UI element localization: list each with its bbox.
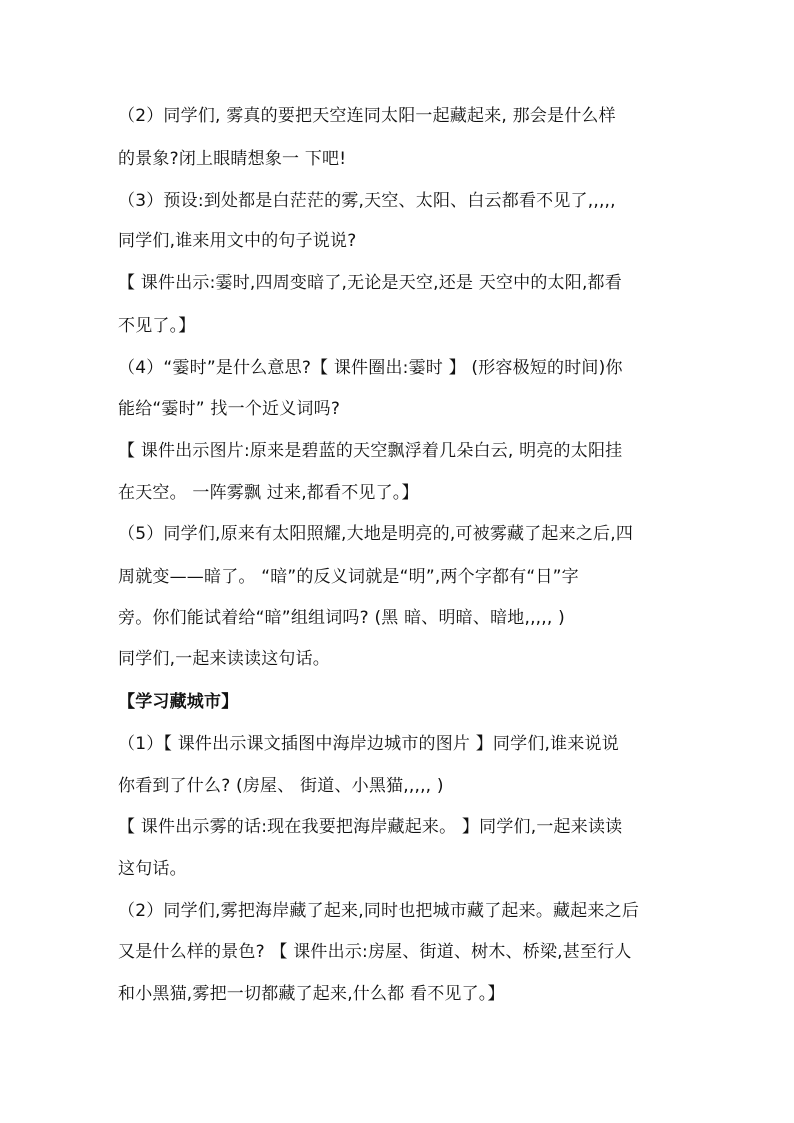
text-line-18: 【 课件出示雾的话:现在我要把海岸藏起来。 】同学们,一起来读读 — [118, 817, 623, 837]
text-line-19: 这句话。 — [118, 859, 187, 879]
text-line-1: （2）同学们, 雾真的要把天空连同太阳一起藏起来, 那会是什么样 — [118, 106, 616, 126]
text-line-14: 同学们,一起来读读这句话。 — [118, 649, 331, 669]
text-line-20: （2）同学们,雾把海岸藏了起来,同时也把城市藏了起来。藏起来之后 — [118, 901, 640, 921]
text-line-6: 不见了。】 — [118, 316, 196, 336]
text-line-9: 【 课件出示图片:原来是碧蓝的天空飘浮着几朵白云, 明亮的太阳挂 — [118, 441, 623, 461]
text-line-16: （1）【 课件出示课文插图中海岸边城市的图片 】同学们,谁来说说 — [118, 734, 619, 754]
text-line-22: 和小黑猫,雾把一切都藏了起来,什么都 看不见了。】 — [118, 984, 505, 1004]
text-line-7: （4）“霎时”是什么意思?【 课件圈出:霎时 】 (形容极短的时间)你 — [118, 358, 623, 378]
text-line-13: 旁。你们能试着给“暗”组组词吗? (黑 暗、明暗、暗地,,,,, ) — [118, 608, 565, 628]
text-line-4: 同学们,谁来用文中的句子说说? — [118, 231, 357, 251]
text-line-21: 又是什么样的景色? 【 课件出示:房屋、街道、树木、桥梁,甚至行人 — [118, 942, 632, 962]
text-line-12: 周就变——暗了。 “暗”的反义词就是“明”,两个字都有“日”字 — [118, 567, 579, 587]
text-line-5: 【 课件出示:霎时,四周变暗了,无论是天空,还是 天空中的太阳,都看 — [118, 273, 622, 293]
section-heading: 【学习藏城市】 — [118, 692, 239, 712]
text-line-11: （5）同学们,原来有太阳照耀,大地是明亮的,可被雾藏了起来之后,四 — [118, 524, 634, 544]
text-line-10: 在天空。 一阵雾飘 过来,都看不见了。】 — [118, 483, 419, 503]
text-line-2: 的景象?闭上眼睛想象一 下吧! — [118, 149, 347, 169]
text-line-17: 你看到了什么? (房屋、 街道、小黑猫,,,,, ) — [118, 776, 444, 796]
text-line-8: 能给“霎时” 找一个近义词吗? — [118, 399, 341, 419]
text-line-3: （3）预设:到处都是白茫茫的雾,天空、太阳、白云都看不见了,,,,, — [118, 191, 616, 211]
